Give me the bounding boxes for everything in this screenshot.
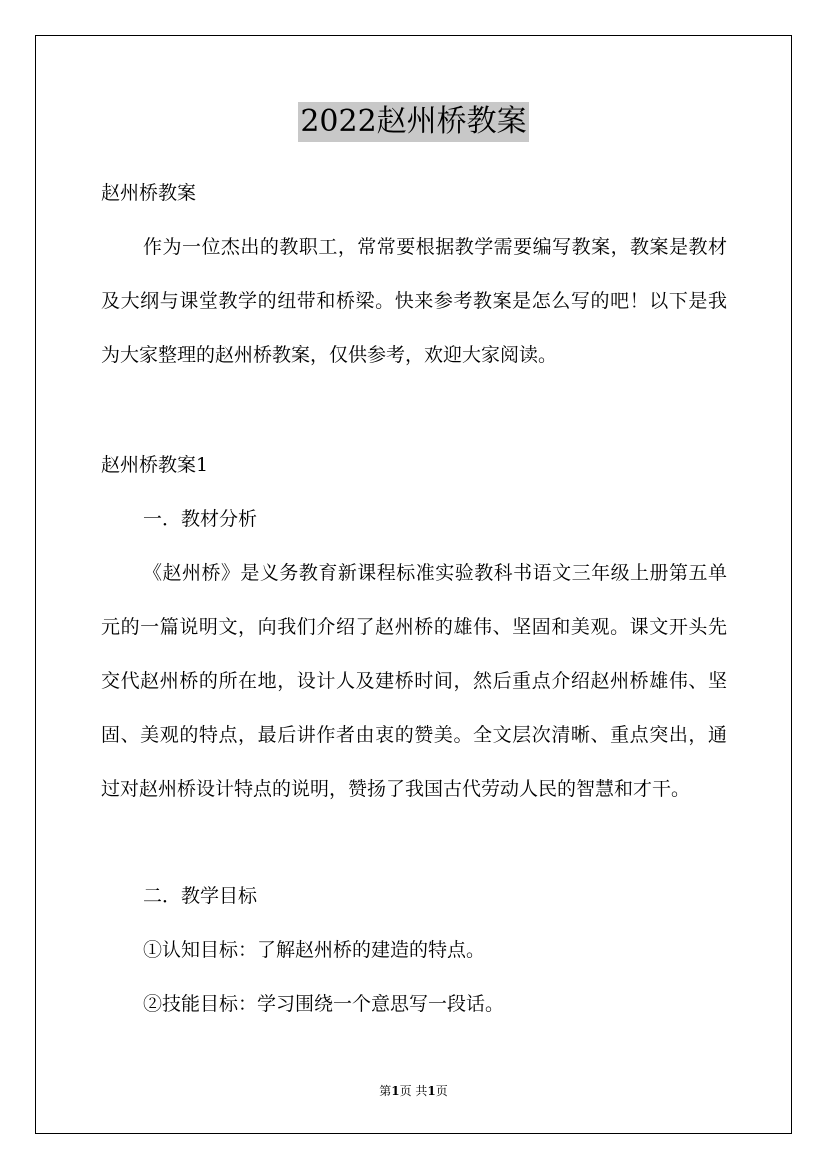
document-subtitle: 赵州桥教案	[101, 182, 197, 204]
intro-paragraph: 作为一位杰出的教职工，常常要根据教学需要编写教案，教案是教材及大纲与课堂教学的纽带和桥梁。快来参考教案是怎么写的吧！以下是我为大家整理的赵州桥教案，仅供参考，欢迎大家阅读。	[101, 236, 727, 366]
footer-suffix: 页	[435, 1084, 448, 1098]
footer-prefix: 第	[379, 1084, 392, 1098]
goal-cognitive: ①认知目标：了解赵州桥的建造的特点。	[143, 939, 486, 961]
title-container	[0, 102, 827, 142]
footer-page-number: 1	[391, 1084, 400, 1098]
footer-page-total: 1	[427, 1084, 436, 1098]
footer-mid: 页 共	[399, 1084, 428, 1098]
document-title: 2022赵州桥教案	[298, 102, 528, 142]
section-title: 赵州桥教案1	[101, 454, 209, 476]
heading-teaching-goals: 二．教学目标	[143, 885, 258, 907]
material-analysis-paragraph: 《赵州桥》是义务教育新课程标准实验教科书语文三年级上册第五单元的一篇说明文，向我们介绍了赵州桥的雄伟、坚固和美观。课文开头先交代赵州桥的所在地，设计人及建桥时间，然后重点介绍赵州桥雄伟、坚固、美观的特点，最后讲作者由衷的赞美。全文层次清晰、重点突出，通过对赵州桥设计特点的说明，赞扬了我国古代劳动人民的智慧和才干。	[101, 562, 727, 800]
page-footer	[0, 1082, 827, 1100]
goal-skill: ②技能目标：学习围绕一个意思写一段话。	[143, 993, 505, 1015]
heading-teaching-material: 一．教材分析	[143, 508, 258, 530]
